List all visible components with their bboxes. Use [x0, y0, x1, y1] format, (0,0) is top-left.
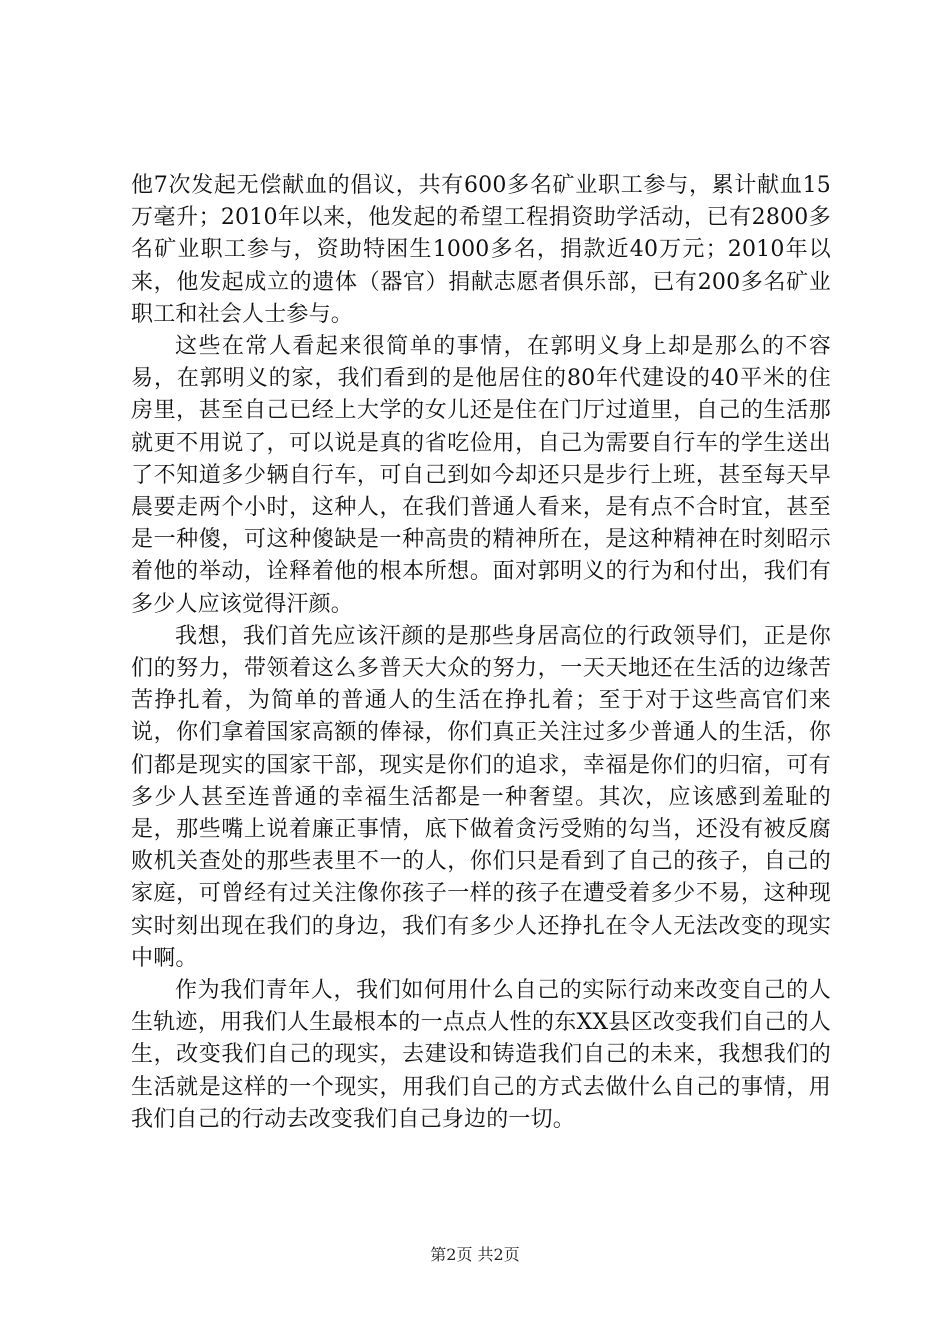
page-number-footer: 第2页 共2页 [430, 1245, 520, 1264]
paragraph-2: 这些在常人看起来很简单的事情，在郭明义身上却是那么的不容易，在郭明义的家，我们看到的是他居住的80年代建设的40平米的住房里，甚至自己已经上大学的女儿还是住在门厅过道里，自己的生活那就更不用说了，可以说是真的省吃俭用，自己为需要自行车的学生送出了不知道多少辆自行车，可自己到如今却还只是步行上班，甚至每天早晨要走两个小时，这种人，在我们普通人看来，是有点不合时宜，甚至是一种傻，可这种傻缺是一种高贵的精神所在，是这种精神在时刻昭示着他的举动，诠释着他的根本所想。面对郭明义的行为和付出，我们有多少人应该觉得汗颜。 [131, 334, 831, 617]
paragraph-3: 我想，我们首先应该汗颜的是那些身居高位的行政领导们，正是你们的努力，带领着这么多普天大众的努力，一天天地还在生活的边缘苦苦挣扎着，为简单的普通人的生活在挣扎着；至于对于这些高官们来说，你们拿着国家高额的俸禄，你们真正关注过多少普通人的生活，你们都是现实的国家干部，现实是你们的追求，幸福是你们的归宿，可有多少人甚至连普通的幸福生活都是一种奢望。其次，应该感到羞耻的是，那些嘴上说着廉正事情，底下做着贪污受贿的勾当，还没有被反腐败机关查处的那些表里不一的人，你们只是看到了自己的孩子，自己的家庭，可曾经有过关注像你孩子一样的孩子在遭受着多少不易，这种现实时刻出现在我们的身边，我们有多少人还挣扎在令人无法改变的现实中啊。 [131, 623, 831, 971]
paragraph-1: 他7次发起无偿献血的倡议，共有600多名矿业职工参与，累计献血15万毫升；2010年以来，他发起的希望工程捐资助学活动，已有2800多名矿业职工参与，资助特困生1000多名，捐款近40万元；2010年以来，他发起成立的遗体（器官）捐献志愿者俱乐部，已有200多名矿业职工和社会人士参与。 [131, 173, 831, 327]
document-body [131, 170, 831, 1136]
paragraph-4: 作为我们青年人，我们如何用什么自己的实际行动来改变自己的人生轨迹，用我们人生最根本的一点点人性的东XX县区改变我们自己的人生，改变我们自己的现实，去建设和铸造我们自己的未来，我想我们的生活就是这样的一个现实，用我们自己的方式去做什么自己的事情，用我们自己的行动去改变我们自己身边的一切。 [131, 978, 831, 1132]
